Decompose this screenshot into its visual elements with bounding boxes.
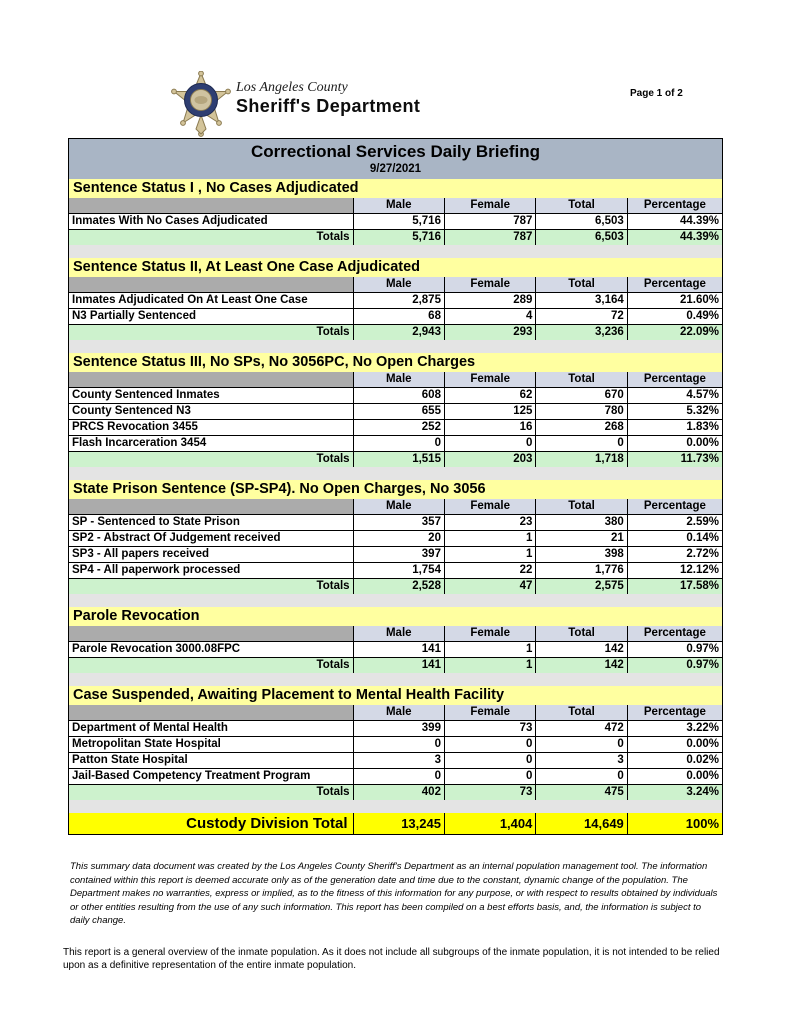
custody-percentage-cell: 100%: [627, 813, 722, 834]
report-document: [68, 138, 723, 835]
percentage-cell: 11.73%: [627, 452, 722, 468]
table-row: [69, 515, 722, 531]
percentage-cell: 2.59%: [627, 515, 722, 531]
male-cell: 608: [353, 388, 444, 404]
female-cell: 0: [444, 769, 535, 785]
column-header-cell: Total: [536, 198, 627, 214]
corner-cell: [69, 198, 353, 214]
male-cell: 5,716: [353, 230, 444, 246]
male-cell: 20: [353, 531, 444, 547]
row-label-cell: SP3 - All papers received: [69, 547, 353, 563]
table-row: [69, 737, 722, 753]
female-cell: 4: [444, 309, 535, 325]
table-row: [69, 214, 722, 230]
total-cell: 780: [536, 404, 627, 420]
male-cell: 655: [353, 404, 444, 420]
row-label-cell: PRCS Revocation 3455: [69, 420, 353, 436]
percentage-cell: 12.12%: [627, 563, 722, 579]
totals-label-cell: Totals: [69, 230, 353, 246]
column-header-row: [69, 626, 722, 642]
percentage-cell: 0.49%: [627, 309, 722, 325]
column-header-cell: Male: [353, 372, 444, 388]
percentage-cell: 0.97%: [627, 642, 722, 658]
female-cell: 73: [444, 785, 535, 801]
section-spacer: [69, 594, 722, 607]
table-row: [69, 769, 722, 785]
column-header-cell: Total: [536, 705, 627, 721]
male-cell: 0: [353, 769, 444, 785]
section-table: [69, 626, 722, 673]
female-cell: 73: [444, 721, 535, 737]
column-header-cell: Female: [444, 198, 535, 214]
percentage-cell: 17.58%: [627, 579, 722, 595]
table-row: [69, 547, 722, 563]
row-label-cell: Flash Incarceration 3454: [69, 436, 353, 452]
male-cell: 0: [353, 737, 444, 753]
table-row: [69, 721, 722, 737]
totals-row: [69, 325, 722, 341]
corner-cell: [69, 626, 353, 642]
male-cell: 1,515: [353, 452, 444, 468]
female-cell: 0: [444, 737, 535, 753]
percentage-cell: 21.60%: [627, 293, 722, 309]
percentage-cell: 0.00%: [627, 769, 722, 785]
column-header-row: [69, 198, 722, 214]
custody-total-table: [69, 813, 722, 834]
totals-row: [69, 785, 722, 801]
female-cell: 787: [444, 230, 535, 246]
percentage-cell: 2.72%: [627, 547, 722, 563]
section-header: Case Suspended, Awaiting Placement to Mental Health Facility: [69, 686, 722, 705]
total-cell: 268: [536, 420, 627, 436]
totals-label-cell: Totals: [69, 785, 353, 801]
total-cell: 380: [536, 515, 627, 531]
section-table: [69, 277, 722, 340]
percentage-cell: 22.09%: [627, 325, 722, 341]
corner-cell: [69, 705, 353, 721]
column-header-cell: Female: [444, 372, 535, 388]
percentage-cell: 5.32%: [627, 404, 722, 420]
percentage-cell: 0.14%: [627, 531, 722, 547]
section-table: [69, 372, 722, 467]
female-cell: 289: [444, 293, 535, 309]
column-header-cell: Male: [353, 277, 444, 293]
row-label-cell: Department of Mental Health: [69, 721, 353, 737]
female-cell: 0: [444, 753, 535, 769]
report-banner: [69, 139, 722, 179]
column-header-cell: Total: [536, 372, 627, 388]
total-cell: 2,575: [536, 579, 627, 595]
footnote-text: This report is a general overview of the inmate population. As it does not include all subgroups of the inmate population, it is not intended to be relied upon as a definitive representation of the entire inmate population.: [63, 947, 720, 971]
totals-row: [69, 658, 722, 674]
section-header: Sentence Status III, No SPs, No 3056PC, No Open Charges: [69, 353, 722, 372]
disclaimer-text: This summary data document was created by the Los Angeles County Sheriff's Department as an internal population management tool. The information contained within this report is deemed accurate only as of the generation date and time due to the constant, dynamic change of the population. The Department makes no warranties, express or implied, as to the fitness of this information for any purpose, or with respect to results obtained by individuals or other entities resulting from the use of any such information. This report has been compiled on a best efforts basis, and, the information is subject to daily change.: [70, 861, 718, 926]
section-spacer: [69, 467, 722, 480]
total-cell: 472: [536, 721, 627, 737]
column-header-cell: Percentage: [627, 198, 722, 214]
totals-row: [69, 230, 722, 246]
totals-label-cell: Totals: [69, 452, 353, 468]
female-cell: 62: [444, 388, 535, 404]
table-row: [69, 404, 722, 420]
column-header-cell: Male: [353, 198, 444, 214]
total-cell: 0: [536, 769, 627, 785]
column-header-cell: Female: [444, 277, 535, 293]
total-cell: 6,503: [536, 214, 627, 230]
row-label-cell: Inmates With No Cases Adjudicated: [69, 214, 353, 230]
column-header-cell: Total: [536, 277, 627, 293]
logo-text: [236, 81, 420, 116]
column-header-cell: Male: [353, 626, 444, 642]
table-row: [69, 436, 722, 452]
table-row: [69, 563, 722, 579]
male-cell: 2,943: [353, 325, 444, 341]
male-cell: 141: [353, 642, 444, 658]
logo-department-label: Sheriff's Department: [236, 95, 421, 116]
male-cell: 357: [353, 515, 444, 531]
total-cell: 3,164: [536, 293, 627, 309]
female-cell: 293: [444, 325, 535, 341]
male-cell: 68: [353, 309, 444, 325]
male-cell: 0: [353, 436, 444, 452]
total-cell: 6,503: [536, 230, 627, 246]
column-header-row: [69, 372, 722, 388]
row-label-cell: Parole Revocation 3000.08FPC: [69, 642, 353, 658]
custody-total-cell: 14,649: [536, 813, 627, 834]
section-header: State Prison Sentence (SP-SP4). No Open Charges, No 3056: [69, 480, 722, 499]
row-label-cell: N3 Partially Sentenced: [69, 309, 353, 325]
column-header-cell: Total: [536, 626, 627, 642]
female-cell: 16: [444, 420, 535, 436]
total-cell: 142: [536, 642, 627, 658]
column-header-cell: Percentage: [627, 277, 722, 293]
section-spacer: [69, 800, 722, 813]
total-cell: 3: [536, 753, 627, 769]
percentage-cell: 0.00%: [627, 737, 722, 753]
male-cell: 2,875: [353, 293, 444, 309]
table-row: [69, 753, 722, 769]
row-label-cell: Metropolitan State Hospital: [69, 737, 353, 753]
column-header-cell: Male: [353, 705, 444, 721]
column-header-cell: Total: [536, 499, 627, 515]
row-label-cell: Inmates Adjudicated On At Least One Case: [69, 293, 353, 309]
total-cell: 0: [536, 436, 627, 452]
male-cell: 252: [353, 420, 444, 436]
section-table: [69, 705, 722, 800]
corner-cell: [69, 372, 353, 388]
sheriff-badge-icon: [170, 71, 232, 142]
female-cell: 1: [444, 531, 535, 547]
corner-cell: [69, 499, 353, 515]
total-cell: 3,236: [536, 325, 627, 341]
section-spacer: [69, 245, 722, 258]
row-label-cell: Patton State Hospital: [69, 753, 353, 769]
male-cell: 5,716: [353, 214, 444, 230]
table-row: [69, 531, 722, 547]
row-label-cell: County Sentenced N3: [69, 404, 353, 420]
column-header-cell: Percentage: [627, 499, 722, 515]
custody-male-cell: 13,245: [353, 813, 444, 834]
column-header-row: [69, 499, 722, 515]
percentage-cell: 0.00%: [627, 436, 722, 452]
column-header-cell: Percentage: [627, 626, 722, 642]
totals-row: [69, 452, 722, 468]
total-cell: 670: [536, 388, 627, 404]
percentage-cell: 1.83%: [627, 420, 722, 436]
male-cell: 402: [353, 785, 444, 801]
report-title: Correctional Services Daily Briefing: [250, 142, 541, 161]
totals-label-cell: Totals: [69, 579, 353, 595]
totals-label-cell: Totals: [69, 325, 353, 341]
section-table: [69, 198, 722, 245]
column-header-cell: Female: [444, 626, 535, 642]
report-date: 9/27/2021: [369, 163, 422, 175]
section-spacer: [69, 340, 722, 353]
table-row: [69, 642, 722, 658]
total-cell: 398: [536, 547, 627, 563]
total-cell: 0: [536, 737, 627, 753]
custody-total-label: Custody Division Total: [69, 813, 353, 834]
totals-row: [69, 579, 722, 595]
section-header: Sentence Status II, At Least One Case Adjudicated: [69, 258, 722, 277]
column-header-cell: Percentage: [627, 372, 722, 388]
percentage-cell: 0.02%: [627, 753, 722, 769]
female-cell: 125: [444, 404, 535, 420]
female-cell: 1: [444, 642, 535, 658]
female-cell: 1: [444, 658, 535, 674]
custody-female-cell: 1,404: [444, 813, 535, 834]
logo-county-label: Los Angeles County: [236, 80, 348, 95]
table-row: [69, 420, 722, 436]
row-label-cell: County Sentenced Inmates: [69, 388, 353, 404]
female-cell: 1: [444, 547, 535, 563]
custody-total-row: [69, 813, 722, 834]
total-cell: 1,776: [536, 563, 627, 579]
percentage-cell: 0.97%: [627, 658, 722, 674]
section-header: Sentence Status I , No Cases Adjudicated: [69, 179, 722, 198]
total-cell: 142: [536, 658, 627, 674]
column-header-cell: Male: [353, 499, 444, 515]
percentage-cell: 44.39%: [627, 214, 722, 230]
total-cell: 21: [536, 531, 627, 547]
corner-cell: [69, 277, 353, 293]
male-cell: 141: [353, 658, 444, 674]
column-header-cell: Female: [444, 499, 535, 515]
male-cell: 2,528: [353, 579, 444, 595]
percentage-cell: 3.24%: [627, 785, 722, 801]
column-header-cell: Female: [444, 705, 535, 721]
row-label-cell: SP4 - All paperwork processed: [69, 563, 353, 579]
row-label-cell: Jail-Based Competency Treatment Program: [69, 769, 353, 785]
female-cell: 203: [444, 452, 535, 468]
total-cell: 475: [536, 785, 627, 801]
row-label-cell: SP - Sentenced to State Prison: [69, 515, 353, 531]
table-row: [69, 388, 722, 404]
table-row: [69, 309, 722, 325]
male-cell: 3: [353, 753, 444, 769]
totals-label-cell: Totals: [69, 658, 353, 674]
section-table: [69, 499, 722, 594]
male-cell: 1,754: [353, 563, 444, 579]
section-spacer: [69, 673, 722, 686]
total-cell: 1,718: [536, 452, 627, 468]
percentage-cell: 4.57%: [627, 388, 722, 404]
male-cell: 399: [353, 721, 444, 737]
female-cell: 47: [444, 579, 535, 595]
percentage-cell: 3.22%: [627, 721, 722, 737]
female-cell: 0: [444, 436, 535, 452]
column-header-row: [69, 705, 722, 721]
column-header-cell: Percentage: [627, 705, 722, 721]
female-cell: 787: [444, 214, 535, 230]
table-row: [69, 293, 722, 309]
row-label-cell: SP2 - Abstract Of Judgement received: [69, 531, 353, 547]
percentage-cell: 44.39%: [627, 230, 722, 246]
total-cell: 72: [536, 309, 627, 325]
female-cell: 22: [444, 563, 535, 579]
section-header: Parole Revocation: [69, 607, 722, 626]
female-cell: 23: [444, 515, 535, 531]
male-cell: 397: [353, 547, 444, 563]
column-header-row: [69, 277, 722, 293]
page-number-label: Page 1 of 2: [630, 88, 683, 99]
